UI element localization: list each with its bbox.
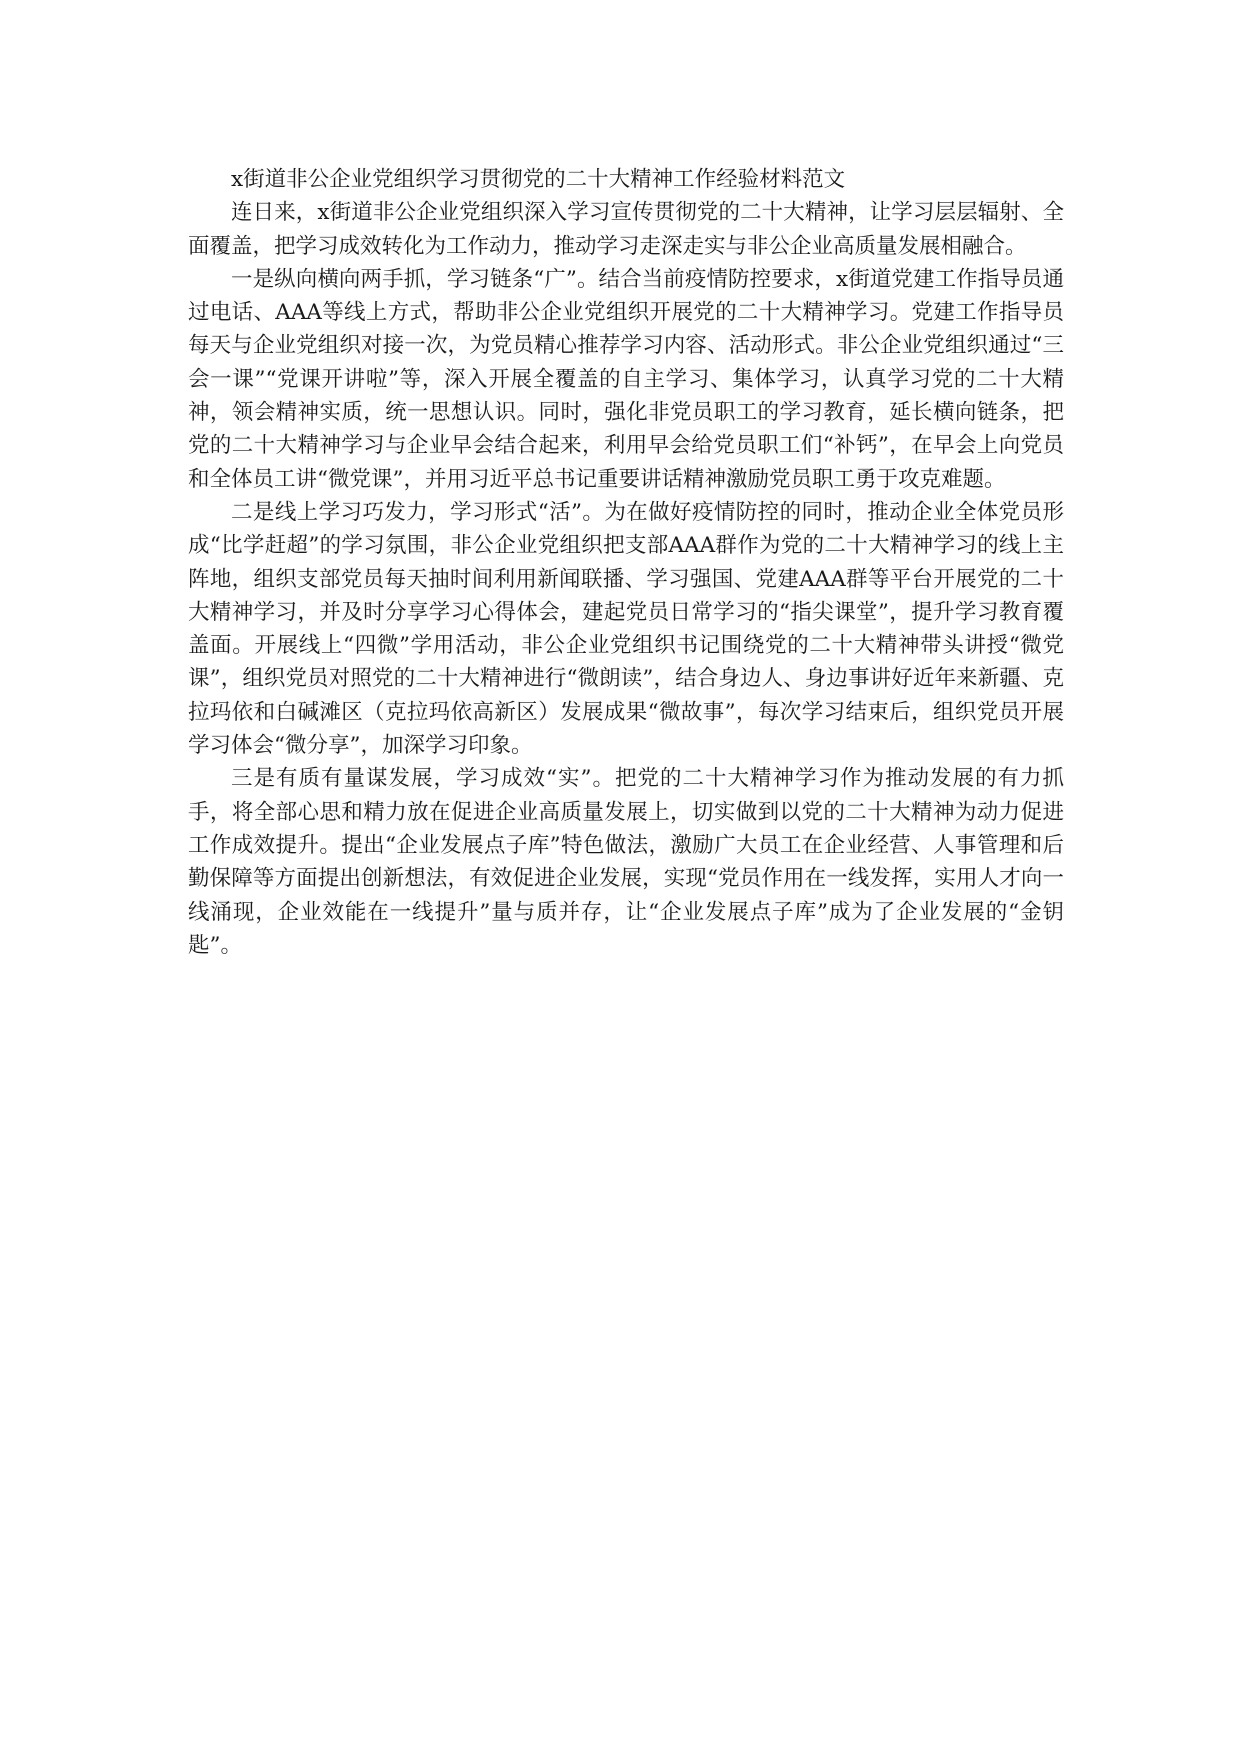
paragraph-intro: 连日来，x街道非公企业党组织深入学习宣传贯彻党的二十大精神，让学习层层辐射、全面覆盖，把学习成效转化为工作动力，推动学习走深走实与非公企业高质量发展相融合。 [188, 200, 1064, 259]
document-title: x街道非公企业党组织学习贯彻党的二十大精神工作经验材料范文 [231, 167, 846, 192]
paragraph-point-one: 一是纵向横向两手抓，学习链条“广”。结合当前疫情防控要求，x街道党建工作指导员通过电话、AAA等线上方式，帮助非公企业党组织开展党的二十大精神学习。党建工作指导员每天与企业党组织对接一次，为党员精心推荐学习内容、活动形式。非公企业党组织通过“三会一课”“党课开讲啦”等，深入开展全覆盖的自主学习、集体学习，认真学习党的二十大精神，领会精神实质，统一思想认识。同时，强化非党员职工的学习教育，延长横向链条，把党的二十大精神学习与企业早会结合起来，利用早会给党员职工们“补钙”，在早会上向党员和全体员工讲“微党课”，并用习近平总书记重要讲话精神激励党员职工勇于攻克难题。 [188, 266, 1064, 492]
paragraph-point-three: 三是有质有量谋发展，学习成效“实”。把党的二十大精神学习作为推动发展的有力抓手，将全部心思和精力放在促进企业高质量发展上，切实做到以党的二十大精神为动力促进工作成效提升。提出“企业发展点子库”特色做法，激励广大员工在企业经营、人事管理和后勤保障等方面提出创新想法，有效促进企业发展，实现“党员作用在一线发挥，实用人才向一线涌现，企业效能在一线提升”量与质并存，让“企业发展点子库”成为了企业发展的“金钥匙”。 [188, 766, 1064, 958]
document-body [188, 163, 1064, 962]
paragraph-point-two: 二是线上学习巧发力，学习形式“活”。为在做好疫情防控的同时，推动企业全体党员形成“比学赶超”的学习氛围，非公企业党组织把支部AAA群作为党的二十大精神学习的线上主阵地，组织支部党员每天抽时间利用新闻联播、学习强国、党建AAA群等平台开展党的二十大精神学习，并及时分享学习心得体会，建起党员日常学习的“指尖课堂”，提升学习教育覆盖面。开展线上“四微”学用活动，非公企业党组织书记围绕党的二十大精神带头讲授“微党课”，组织党员对照党的二十大精神进行“微朗读”，结合身边人、身边事讲好近年来新疆、克拉玛依和白碱滩区（克拉玛依高新区）发展成果“微故事”，每次学习结束后，组织党员开展学习体会“微分享”，加深学习印象。 [188, 499, 1064, 759]
